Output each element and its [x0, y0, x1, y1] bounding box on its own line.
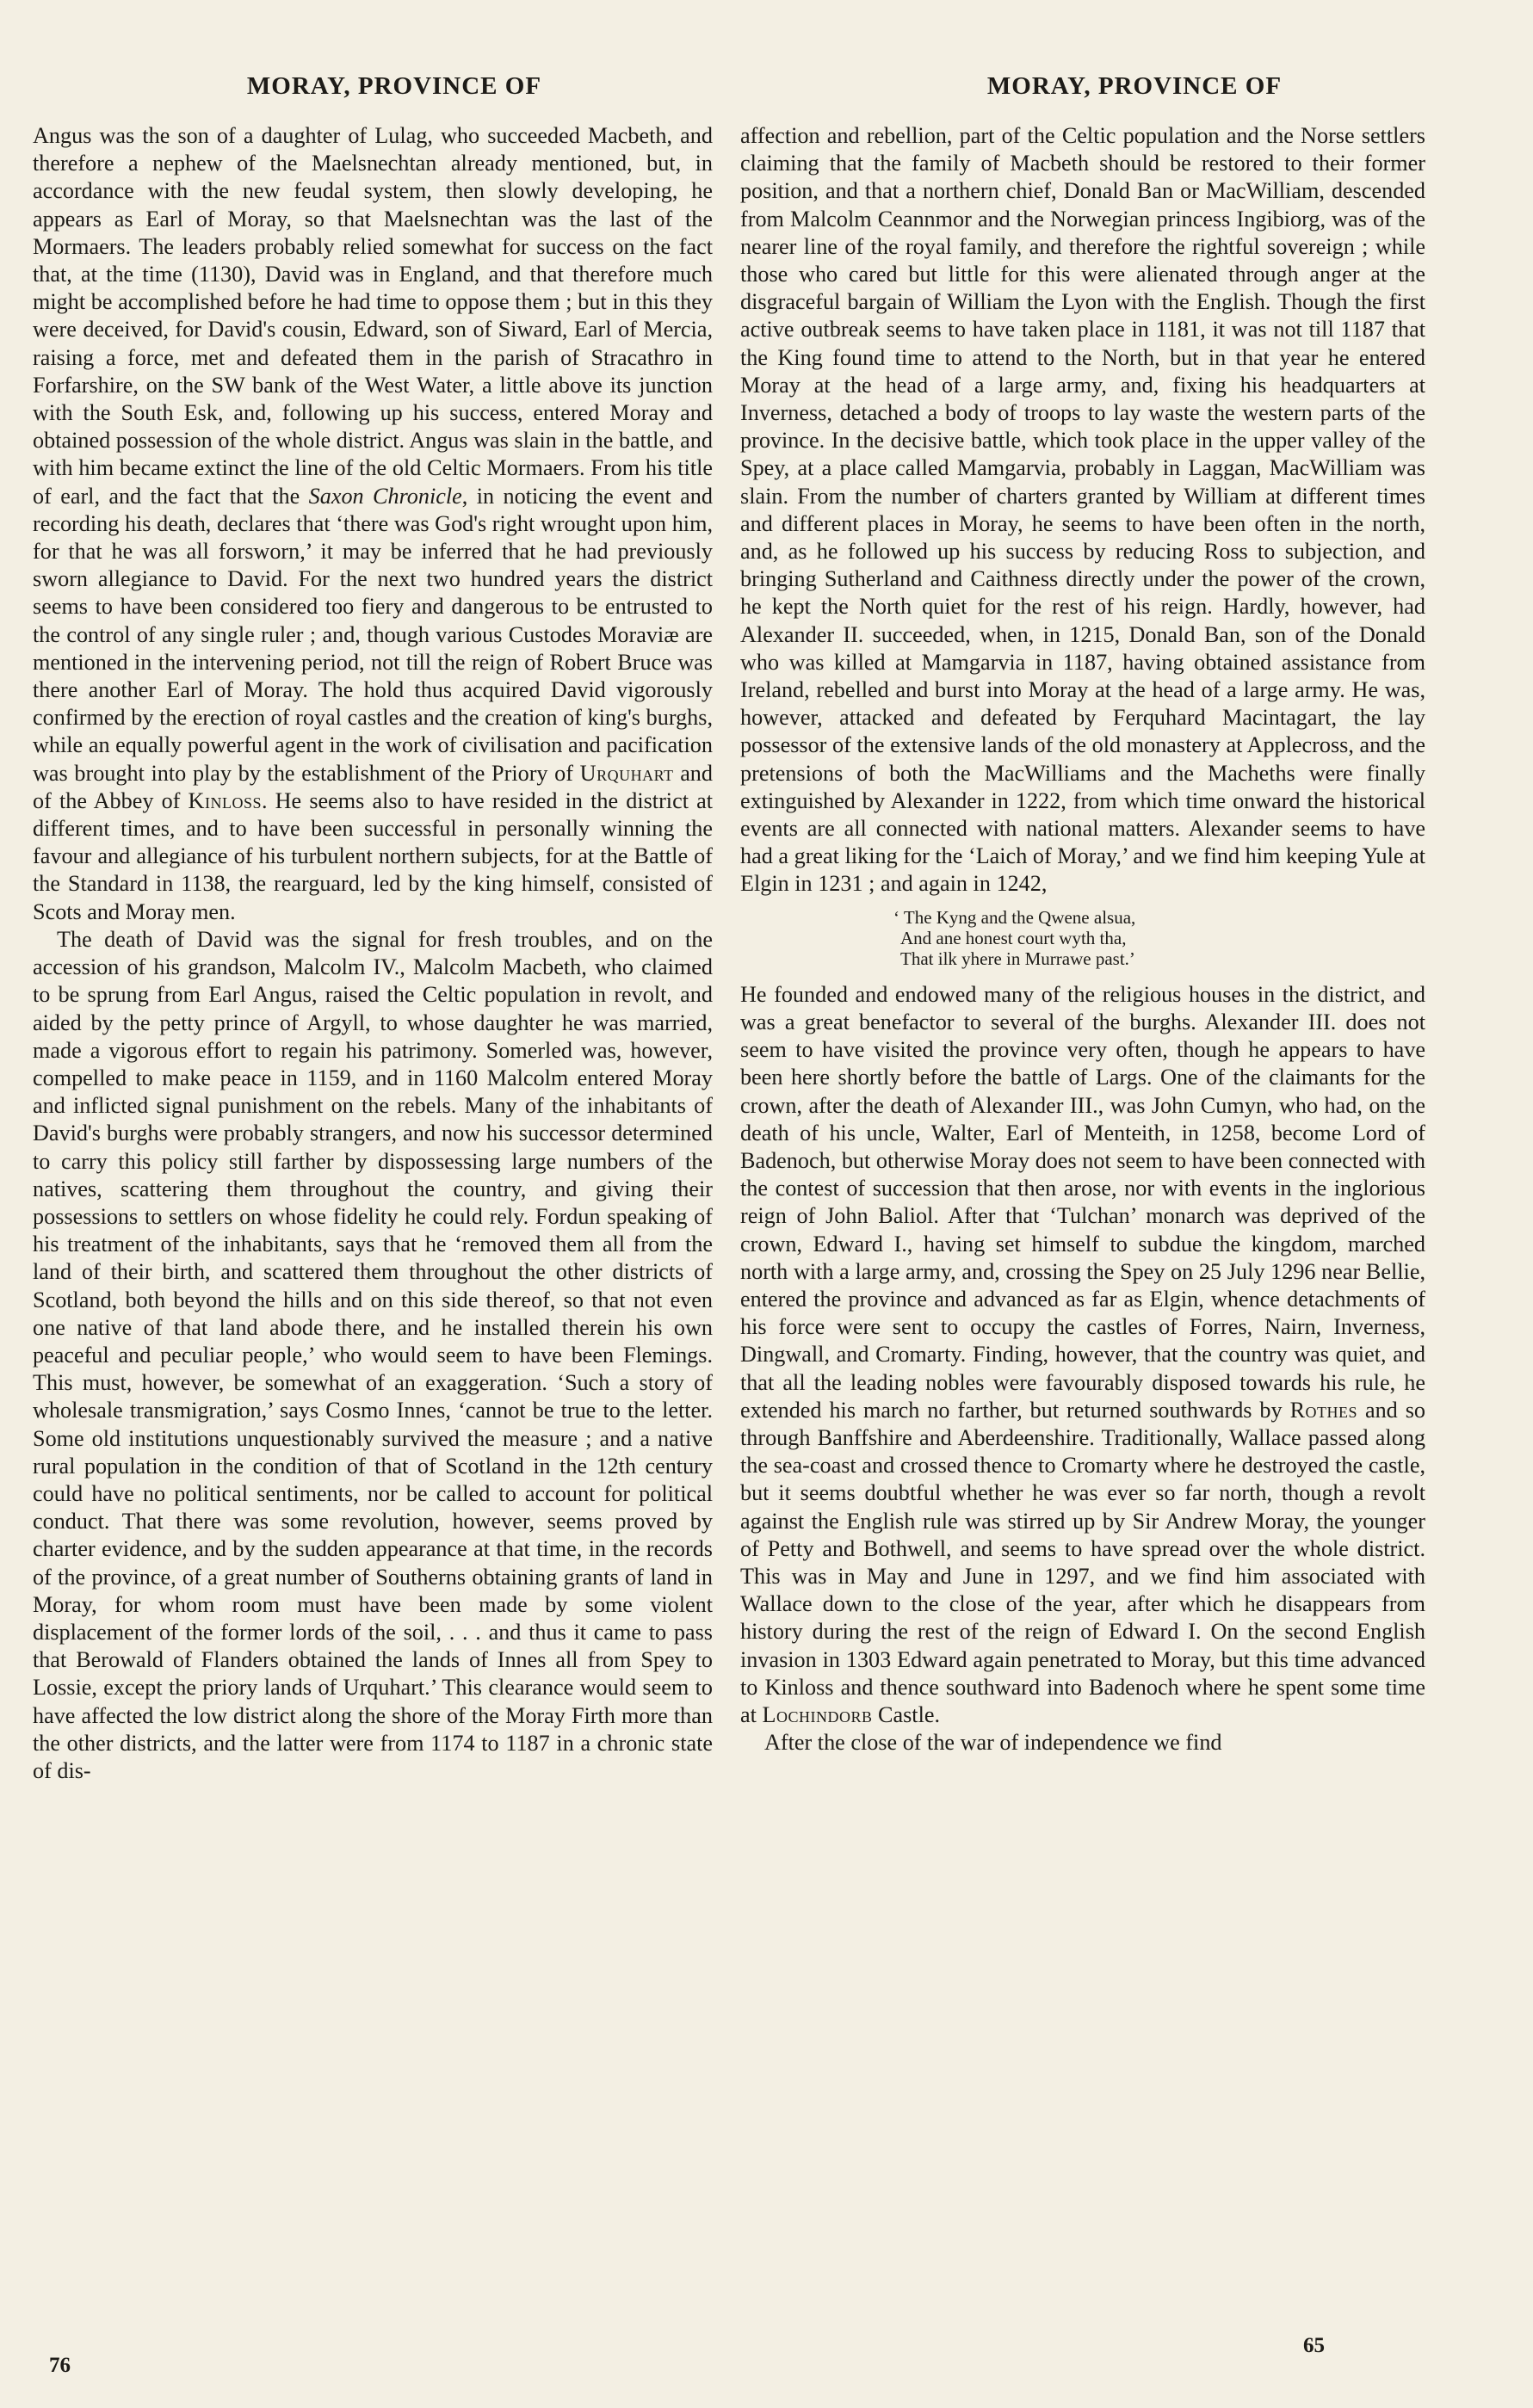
- italic-title-saxon-chronicle: Saxon Chronicle: [308, 483, 462, 509]
- left-paragraph-2: The death of David was the signal for fresh troubles, and on the accession of his grandson, Malcolm IV., Malcolm Macbeth, who claimed to be sprung from Earl Angus, raised the Celtic population in revolt, and aided by the petty prince of Argyll, to whose daughter he was married, made a vigorous effort to regain his patrimony. Somerled was, however, compelled to make peace in 1159, and in 1160 Malcolm entered Moray and inflicted signal punishment on the rebels. Many of the inhabitants of David's burghs were probably strangers, and now his successor determined to carry this policy still farther by dispossessing large numbers of the natives, scattering them throughout the country, and giving their possessions to settlers on whose fidelity he could rely. Fordun speaking of his treatment of the inhabitants, says that he ‘removed them all from the land of their birth, and scattered them throughout the other districts of Scotland, both beyond the hills and on this side thereof, so that not even one native of that land abode there, and he installed therein his own peaceful and peculiar people,’ who would seem to have been Flemings. This must, however, be somewhat of an exaggeration. ‘Such a story of wholesale transmigration,’ says Cosmo Innes, ‘cannot be true to the letter. Some old institutions unquestionably survived the measure ; and a native rural population in the condition of that of Scotland in the 12th century could have no political sentiments, nor be called to account for political conduct. That there was some revolution, however, seems proved by charter evidence, and by the sudden appearance at that time, in the records of the province, of a great number of Southerns obtaining grants of land in Moray, for whom room must have been made by some violent displacement of the former lords of the soil, . . . and thus it came to pass that Berowald of Flanders obtained the lands of Innes all from Spey to Lossie, except the priory lands of Urquhart.’ This clearance would seem to have affected the low district along the shore of the Moray Firth more than the other districts, and the latter were from 1174 to 1187 in a chronic state of dis-: [33, 926, 713, 1783]
- right-paragraph-3: After the close of the war of independence we find: [764, 1730, 1222, 1756]
- left-paragraph-1: [33, 122, 713, 926]
- page-number-right: 65: [1303, 2334, 1325, 2357]
- text-run: . He seems also to have resided in the district at different times, and to have been successful in personally winning the favour and allegiance of his turbulent northern subjects, for at the Battle of the Standard in 1138, the rearguard, led by the king himself, consisted of Scots and Moray men.: [33, 787, 714, 924]
- right-paragraph-2: [740, 981, 1425, 1729]
- cross-reference-rothes: Rothes: [1289, 1397, 1358, 1423]
- text-run: Angus was the son of a daughter of Lulag, who succeeded Macbeth, and therefore a nephew of the Maelsnechtan already mentioned, but, in accordance with the new feudal system, then slowly developing, he appears as Earl of Moray, so that Maelsnechtan was the last of the Mormaers. The leaders probably relied somewhat for success on the fact that, at the time (1130), David was in England, and that therefore much might be accomplished before he had time to oppose them ; but in this they were deceived, for David's cousin, Edward, son of Siward, Earl of Mercia, raising a force, met and defeated them in the parish of Stracathro in Forfarshire, on the SW bank of the West Water, a little above its junction with the South Esk, and, following up his success, entered Moray and obtained possession of the whole district. Angus was slain in the battle, and with him became extinct the line of the old Celtic Mormaers. From his title of earl, and the fact that the: [33, 123, 713, 509]
- running-head-left: MORAY, PROVINCE OF: [246, 72, 542, 100]
- text-run: He founded and endowed many of the religious houses in the district, and was a great benefactor to several of the burghs. Alexander III. does not seem to have visited the province very often, though he appears to have been here shortly before the battle of Largs. One of the claimants for the crown, after the death of Alexander III., was John Cumyn, who had, on the death of his uncle, Walter, Earl of Menteith, in 1258, become Lord of Badenoch, but otherwise Moray does not seem to have been connected with the contest of succession that then arose, nor with events in the inglorious reign of John Baliol. After that ‘Tulchan’ monarch was deprived of the crown, Edward I., having set himself to subdue the kingdom, marched north with a large army, and, crossing the Spey on 25 July 1296 near Bellie, entered the province and advanced as far as Elgin, whence detachments of his force were sent to occupy the castles of Forres, Nairn, Inverness, Dingwall, and Cromarty. Finding, however, that the country was quiet, and that all the leading nobles were favourably disposed towards his rule, he extended his march no farther, but returned southwards by: [740, 981, 1425, 1423]
- cross-reference-urquhart: Urquhart: [579, 760, 674, 786]
- running-head-right: MORAY, PROVINCE OF: [986, 72, 1283, 100]
- text-run: and so through Banffshire and Aberdeenshire. Traditionally, Wallace passed along the sea-coast and crossed thence to Cromarty where he destroyed the castle, but it seems doubtful whether he was ever so far north, though a revolt against the English rule was stirred up by Sir Andrew Moray, the younger of Petty and Bothwell, and seems to have spread over the whole district. This was in May and June in 1297, and we find him associated with Wallace down to the close of the year, after which he disappears from history during the rest of the reign of Edward I. On the second English invasion in 1303 Edward again penetrated to Moray, but this time advanced to Kinloss and thence southward into Badenoch where he spent some time at: [740, 1397, 1425, 1727]
- verse-line-1: ‘ The Kyng and the Qwene alsua,: [893, 906, 1136, 928]
- verse-line-2: And ane honest court wyth tha,: [900, 927, 1127, 948]
- text-run: and of the Abbey of: [33, 760, 713, 813]
- text-run: , in noticing the event and recording his death, declares that ‘there was God's right wrought upon him, for that he was all forsworn,’ it may be inferred that he had previously sworn allegiance to David. For the next two hundred years the district seems to have been considered too fiery and dangerous to be entrusted to the control of any single ruler ; and, though various Custodes Moraviæ are mentioned in the intervening period, not till the reign of Robert Bruce was there another Earl of Moray. The hold thus acquired David vigorously confirmed by the erection of royal castles and the creation of king's burghs, while an equally powerful agent in the work of civilisation and pacification was brought into play by the establishment of the Priory of: [33, 483, 713, 786]
- left-column: [33, 122, 713, 1785]
- text-run: Castle.: [878, 1701, 941, 1727]
- right-column: [740, 122, 1425, 1757]
- verse-quotation: [740, 907, 1425, 969]
- cross-reference-lochindorb: Lochindorb: [762, 1701, 873, 1727]
- verse-line-3: That ilk yhere in Murrawe past.’: [900, 948, 1135, 969]
- right-paragraph-1: affection and rebellion, part of the Celtic population and the Norse settlers claiming that the family of Macbeth should be restored to their former position, and that a northern chief, Donald Ban or MacWilliam, descended from Malcolm Ceannmor and the Norwegian princess Ingibiorg, was of the nearer line of the royal family, and therefore the rightful sovereign ; while those who cared but little for this were alienated through anger at the disgraceful bargain of William the Lyon with the English. Though the first active outbreak seems to have taken place in 1181, it was not till 1187 that the King found time to attend to the North, but in that year he entered Moray at the head of a large army, and, fixing his headquarters at Inverness, detached a body of troops to lay waste the western parts of the province. In the decisive battle, which took place in the upper valley of the Spey, at a place called Mamgarvia, probably in Laggan, MacWilliam was slain. From the number of charters granted by William at different times and different places in Moray, he seems to have been often in the north, and, as he followed up his success by reducing Ross to subjection, and bringing Sutherland and Caithness directly under the power of the crown, he kept the North quiet for the rest of his reign. Hardly, however, had Alexander II. succeeded, when, in 1215, Donald Ban, son of the Donald who was killed at Mamgarvia in 1187, having obtained assistance from Ireland, rebelled and burst into Moray at the head of a large army. He was, however, attacked and defeated by Ferquhard Macintagart, the lay possessor of the extensive lands of the old monastery at Applecross, and the pretensions of both the MacWilliams and the Macheths were finally extinguished by Alexander in 1222, from which time onward the historical events are all connected with national matters. Alexander seems to have had a great liking for the ‘Laich of Moray,’ and we find him keeping Yule at Elgin in 1231 ; and again in 1242,: [740, 123, 1425, 897]
- cross-reference-kinloss: Kinloss: [188, 787, 262, 813]
- page-number-left: 76: [49, 2354, 71, 2377]
